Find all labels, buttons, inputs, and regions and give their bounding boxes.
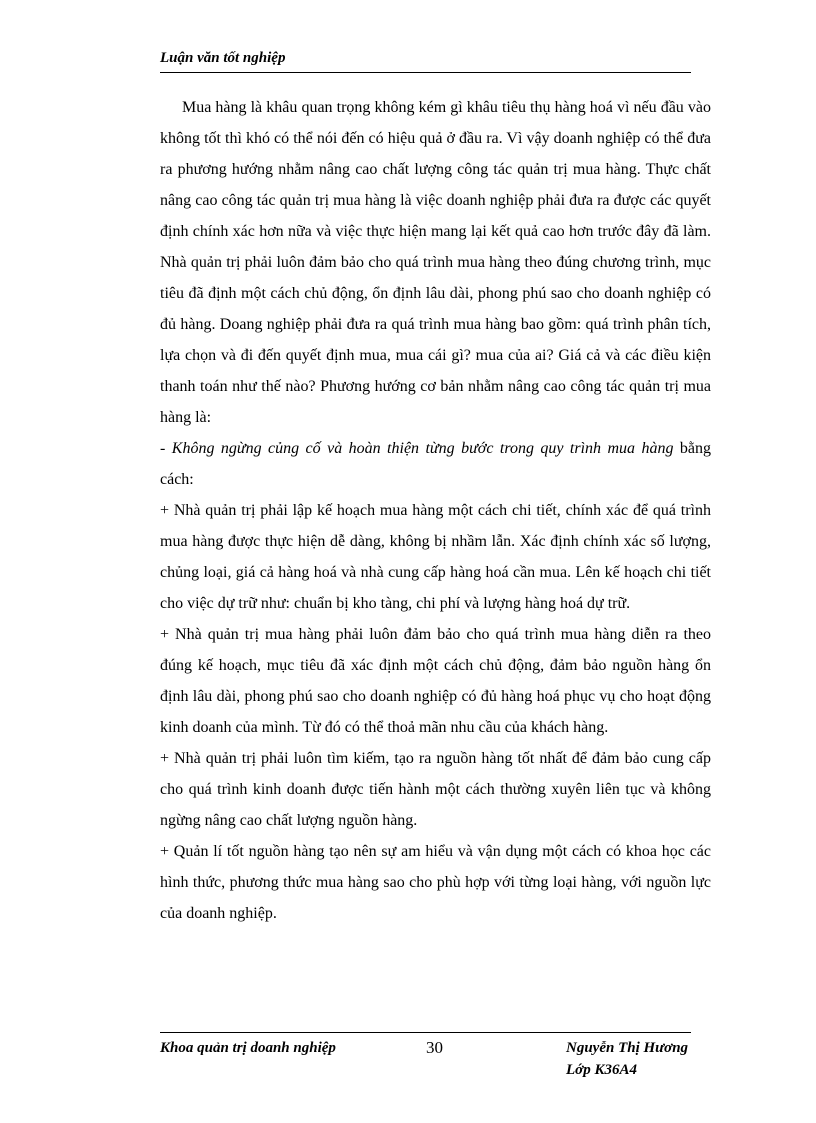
footer-divider — [160, 1032, 691, 1033]
dash-item-rest: bằng cách: — [160, 440, 712, 488]
paragraph-dash-item — [160, 433, 711, 495]
dash-prefix: - — [160, 440, 172, 457]
footer-department: Khoa quản trị doanh nghiệp — [160, 1040, 336, 1056]
header-divider — [160, 72, 691, 73]
paragraph-intro: Mua hàng là khâu quan trọng không kém gì khâu tiêu thụ hàng hoá vì nếu đầu vào không tốt thì khó có thể nói đến có hiệu quả ở đầu ra. Vì vậy doanh nghiệp có thể đưa ra phương hướng nhằm nâng cao chất lượng công tác quản trị mua hàng. Thực chất nâng cao công tác quản trị mua hàng là việc doanh nghiệp phải đưa ra được các quyết định chính xác hơn nữa và việc thực hiện mang lại kết quả cao hơn trước đây đã làm. Nhà quản trị phải luôn đảm bảo cho quá trình mua hàng theo đúng chương trình, mục tiêu đã định một cách chủ động, ổn định lâu dài, phong phú sao cho doanh nghiệp có đủ hàng. Doang nghiệp phải đưa ra quá trình mua hàng bao gồm: quá trình phân tích, lựa chọn và đi đến quyết định mua, mua cái gì? mua của ai? Giá cả và các điều kiện thanh toán như thế nào? Phương hướng cơ bản nhằm nâng cao công tác quản trị mua hàng là: — [160, 99, 711, 426]
footer-class: Lớp K36A4 — [566, 1062, 637, 1078]
footer-author: Nguyễn Thị Hương — [566, 1040, 689, 1056]
header-title: Luận văn tốt nghiệp — [160, 50, 286, 66]
document-body — [160, 92, 711, 929]
dash-item-emphasis: Không ngừng củng cố và hoàn thiện từng bước trong quy trình mua hàng — [171, 440, 674, 457]
paragraph-bullet-3: + Nhà quản trị phải luôn tìm kiếm, tạo ra nguồn hàng tốt nhất để đảm bảo cung cấp cho quá trình kinh doanh được tiến hành một cách thường xuyên liên tục và không ngừng nâng cao chất lượng nguồn hàng. — [160, 750, 711, 829]
paragraph-bullet-4: + Quản lí tốt nguồn hàng tạo nên sự am hiểu và vận dụng một cách có khoa học các hình thức, phương thức mua hàng sao cho phù hợp với từng loại hàng, với nguồn lực của doanh nghiệp. — [160, 843, 711, 922]
paragraph-bullet-2: + Nhà quản trị mua hàng phải luôn đảm bảo cho quá trình mua hàng diễn ra theo đúng kế hoạch, mục tiêu đã xác định một cách chủ động, đảm bảo nguồn hàng ổn định lâu dài, phong phú sao cho doanh nghiệp có đủ hàng hoá phục vụ cho hoạt động kinh doanh của mình. Từ đó có thể thoả mãn nhu cầu của khách hàng. — [160, 626, 711, 736]
paragraph-bullet-1: + Nhà quản trị phải lập kế hoạch mua hàng một cách chi tiết, chính xác để quá trình mua hàng được thực hiện dễ dàng, không bị nhầm lẫn. Xác định chính xác số lượng, chủng loại, giá cả hàng hoá và nhà cung cấp hàng hoá cần mua. Lên kế hoạch chi tiết cho việc dự trữ như: chuẩn bị kho tàng, chi phí và lượng hàng hoá dự trữ. — [160, 502, 711, 612]
page-number: 30 — [426, 1038, 443, 1057]
